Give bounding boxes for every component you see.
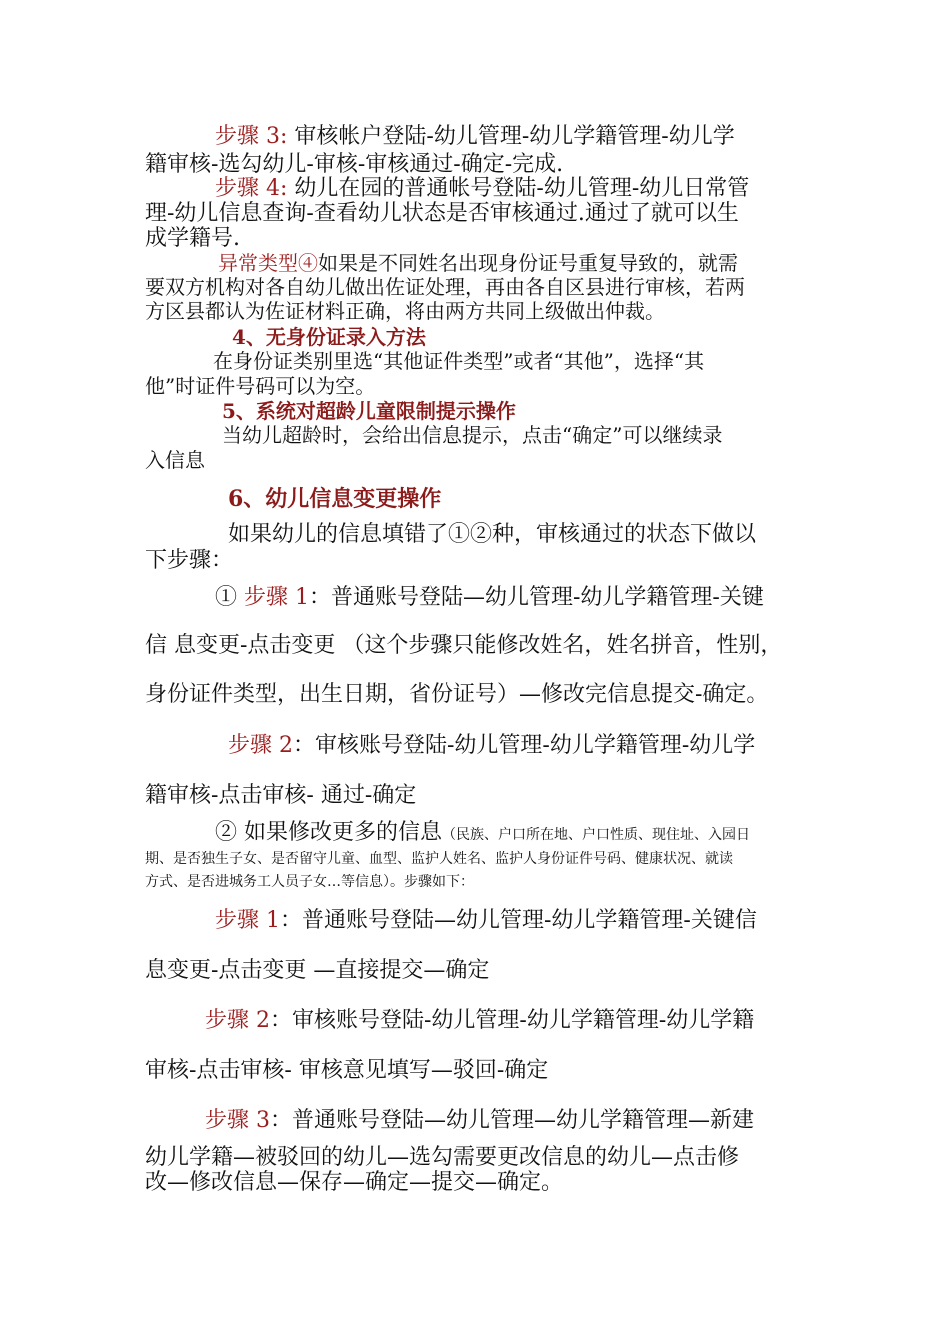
- case2-step2-label: 步骤 2: [205, 1008, 270, 1033]
- heading-5: 5、系统对超龄儿童限制提示操作: [222, 399, 516, 423]
- step4-line2: 理-幼儿信息查询-查看幼儿状态是否审核通过.通过了就可以生: [145, 201, 739, 226]
- case2-step3-line2: 幼儿学籍—被驳回的幼儿—选勾需要更改信息的幼儿—点击修: [145, 1145, 740, 1170]
- step3-line2: 籍审核-选勾幼儿-审核-审核通过-确定-完成.: [145, 152, 564, 177]
- section4-line1: 在身份证类别里选“其他证件类型”或者“其他”，选择“其: [213, 349, 705, 373]
- section5-line1: 当幼儿超龄时，会给出信息提示，点击“确定”可以继续录: [222, 423, 723, 447]
- step4-label: 步骤 4:: [215, 176, 288, 201]
- case2-step3-label: 步骤 3: [205, 1108, 270, 1133]
- case1-step2-label: 步骤 2: [228, 733, 293, 758]
- case2-step1-text: ：普通账号登陆—幼儿管理-幼儿学籍管理-关键信: [280, 908, 757, 933]
- case2-intro-line3: 方式、是否进城务工人员子女…等信息）。步骤如下：: [145, 874, 474, 890]
- case2-step1-line2: 息变更-点击变更 —直接提交—确定: [145, 958, 490, 983]
- case1-step2-line2: 籍审核-点击审核- 通过-确定: [145, 783, 417, 808]
- step4-text: 幼儿在园的普通帐号登陆-幼儿管理-幼儿日常管: [287, 176, 750, 201]
- exception-line2: 要双方机构对各自幼儿做出佐证处理，再由各自区县进行审核，若两: [145, 275, 745, 299]
- case1-step2-line1: [228, 735, 755, 757]
- circled-one: ①: [215, 585, 244, 610]
- case2-step1-label: 步骤 1: [215, 908, 280, 933]
- heading-4: 4、无身份证录入方法: [232, 325, 426, 349]
- case2-intro-small: （民族、户口所在地、户口性质、现住址、入园日: [442, 827, 750, 843]
- case1-step1-label: 步骤 1: [244, 585, 309, 610]
- section5-line2: 入信息: [145, 448, 205, 472]
- step3-label: 步骤 3:: [215, 124, 288, 149]
- case2-step1-line1: [215, 910, 757, 932]
- case2-step3-line3: 改—修改信息—保存—确定—提交—确定。: [145, 1170, 564, 1195]
- step3-line1: [215, 126, 735, 148]
- step4-line1: [215, 178, 749, 200]
- exception-line1: [218, 253, 738, 273]
- exception-line3: 方区县都认为佐证材料正确，将由两方共同上级做出仲裁。: [145, 299, 665, 323]
- section4-line2: 他”时证件号码可以为空。: [145, 374, 376, 398]
- case1-step2-text: ：审核账号登陆-幼儿管理-幼儿学籍管理-幼儿学: [293, 733, 756, 758]
- section6-line1: 如果幼儿的信息填错了①②种，审核通过的状态下做以: [228, 522, 757, 547]
- case2-intro-line2: 期、是否独生子女、是否留守儿童、血型、监护人姓名、监护人身份证件号码、健康状况、就读: [145, 851, 733, 867]
- section6-line2: 下步骤：: [145, 548, 234, 573]
- case2-step3-line1: [205, 1110, 754, 1132]
- case1-step1-line2: 信 息变更-点击变更 （这个步骤只能修改姓名，姓名拼音，性别，: [145, 633, 783, 658]
- case2-intro-line1: [215, 822, 750, 844]
- case2-step2-text: ：审核账号登陆-幼儿管理-幼儿学籍管理-幼儿学籍: [270, 1008, 755, 1033]
- case1-step1-text: ：普通账号登陆—幼儿管理-幼儿学籍管理-关键: [309, 585, 764, 610]
- exception-label: 异常类型④: [218, 251, 318, 275]
- case2-intro-text: ② 如果修改更多的信息: [215, 820, 442, 845]
- case1-step1-line1: [215, 587, 764, 609]
- step4-line3: 成学籍号.: [145, 226, 240, 251]
- case1-step1-line3: 身份证件类型，出生日期，省份证号）—修改完信息提交-确定。: [145, 682, 769, 707]
- case2-step3-text: ：普通账号登陆—幼儿管理—幼儿学籍管理—新建: [270, 1108, 755, 1133]
- step3-text: 审核帐户登陆-幼儿管理-幼儿学籍管理-幼儿学: [287, 124, 735, 149]
- exception-text: 如果是不同姓名出现身份证号重复导致的，就需: [318, 251, 738, 275]
- case2-step2-line2: 审核-点击审核- 审核意见填写—驳回-确定: [145, 1058, 549, 1083]
- heading-6: 6、幼儿信息变更操作: [228, 486, 442, 512]
- case2-step2-line1: [205, 1010, 754, 1032]
